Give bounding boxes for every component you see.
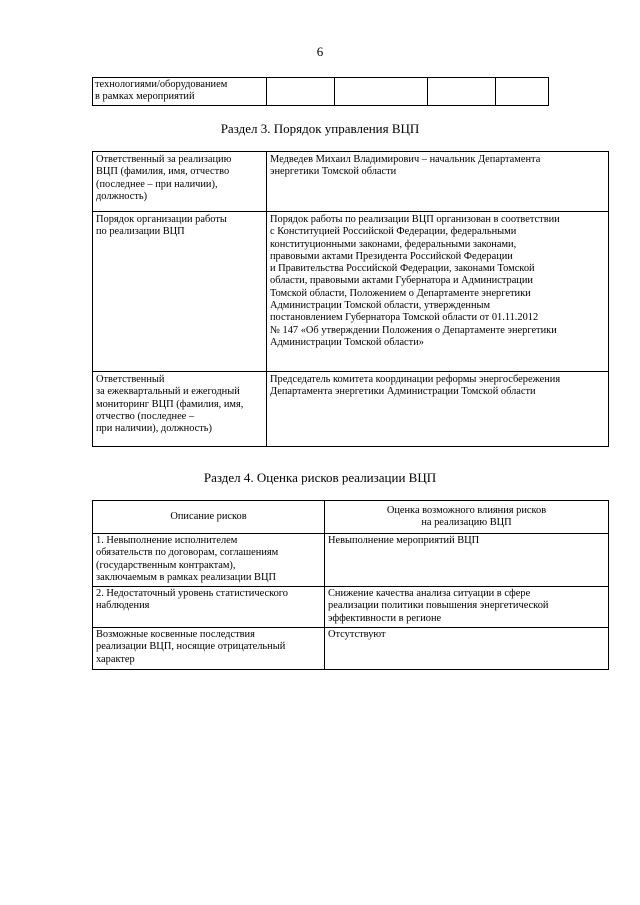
management-table (92, 151, 609, 447)
cell-text: Администрации Томской области» (270, 336, 424, 348)
cell-text: при наличии), должность) (96, 423, 213, 435)
table-cell-value (267, 212, 609, 372)
table-row (93, 372, 609, 447)
table-cell-value (267, 372, 609, 447)
cell-text: (государственным контрактам), (96, 559, 236, 571)
cell-text: Председатель комитета координации реформы энергосбережения (270, 374, 561, 385)
table-row (93, 587, 609, 628)
cell-text: по реализации ВЦП (96, 226, 185, 238)
table-cell-risk (93, 628, 325, 670)
section3-title: Раздел 3. Порядок управления ВЦП (220, 121, 420, 136)
cell-text: Ответственный за реализацию (96, 154, 232, 165)
cell-text: Медведев Михаил Владимирович – начальник Департамента (270, 154, 541, 165)
table-row (93, 78, 549, 106)
table-cell (93, 78, 267, 106)
cell-text: характер (96, 653, 135, 665)
cell-text: Порядок работы по реализации ВЦП организован в соответствии (270, 214, 560, 225)
table-cell-impact (325, 534, 609, 587)
table-cell-impact (325, 587, 609, 628)
continued-table (92, 77, 549, 106)
cell-text: наблюдения (96, 600, 150, 612)
table-cell-label (93, 212, 267, 372)
table-row (93, 534, 609, 587)
cell-text: должность) (96, 190, 148, 202)
table-cell-risk (93, 587, 325, 628)
cell-text: Отсутствуют (328, 629, 386, 640)
section4-title: Раздел 4. Оценка рисков реализации ВЦП (203, 470, 437, 485)
table-cell (267, 78, 335, 106)
header-text: на реализацию ВЦП (421, 517, 512, 528)
cell-text: № 147 «Об утверждении Положения о Департаменте энергетики (270, 324, 557, 336)
table-row (93, 212, 609, 372)
cell-text: конституционными законами, федеральными законами, (270, 238, 517, 250)
cell-text: Снижение качества анализа ситуации в сфере (328, 588, 531, 599)
table-cell-label (93, 152, 267, 212)
cell-text: отчество (последнее – (96, 410, 195, 422)
cell-text: Порядок организации работы (96, 214, 227, 225)
cell-text: технологиями/оборудованием (95, 79, 228, 90)
risk-table (92, 500, 609, 670)
cell-text: реализации политики повышения энергетической (328, 600, 549, 612)
table-cell (496, 78, 549, 106)
header-cell-impact (325, 501, 609, 534)
header-cell-risks (93, 501, 325, 534)
cell-text: Администрации Томской области, утвержденным (270, 300, 491, 312)
table-header-row (93, 501, 609, 534)
cell-text: Возможные косвенные последствия (96, 629, 255, 640)
cell-text: области, правовыми актами Губернатора и Администрации (270, 275, 533, 287)
cell-text: энергетики Томской области (270, 166, 397, 178)
table-cell-value (267, 152, 609, 212)
header-text: Оценка возможного влияния рисков (386, 504, 547, 516)
cell-text: мониторинг ВЦП (фамилия, имя, (96, 398, 244, 410)
cell-text: в рамках мероприятий (95, 91, 195, 103)
table-row (93, 152, 609, 212)
cell-text: и Правительства Российской Федерации, законами Томской (270, 263, 535, 275)
table-cell (428, 78, 496, 106)
cell-text: Департамента энергетики Администрации Томской области (270, 386, 536, 398)
cell-text: ВЦП (фамилия, имя, отчество (96, 166, 230, 178)
table-cell-label (93, 372, 267, 447)
header-text: Описание рисков (170, 510, 247, 522)
cell-text: эффективности в регионе (328, 612, 442, 624)
table-cell-impact (325, 628, 609, 670)
page-number: 6 (316, 44, 324, 59)
cell-text: правовыми актами Президента Российской Федерации (270, 250, 513, 262)
cell-text: постановлением Губернатора Томской области от 01.11.2012 (270, 312, 539, 324)
cell-text: заключаемым в рамках реализации ВЦП (96, 571, 276, 583)
cell-text: Ответственный (96, 374, 165, 385)
table-cell-risk (93, 534, 325, 587)
cell-text: Невыполнение мероприятий ВЦП (328, 535, 480, 546)
cell-text: за ежеквартальный и ежегодный (96, 386, 240, 398)
cell-text: (последнее – при наличии), (96, 178, 218, 190)
cell-text: обязательств по договорам, соглашениям (96, 547, 279, 559)
cell-text: Томской области, Положением о Департаменте энергетики (270, 287, 531, 299)
table-cell (335, 78, 428, 106)
cell-text: реализации ВЦП, носящие отрицательный (96, 641, 286, 653)
table-row (93, 628, 609, 670)
cell-text: с Конституцией Российской Федерации, федеральными (270, 226, 517, 238)
cell-text: 1. Невыполнение исполнителем (96, 535, 238, 546)
cell-text: 2. Недостаточный уровень статистического (96, 588, 288, 599)
